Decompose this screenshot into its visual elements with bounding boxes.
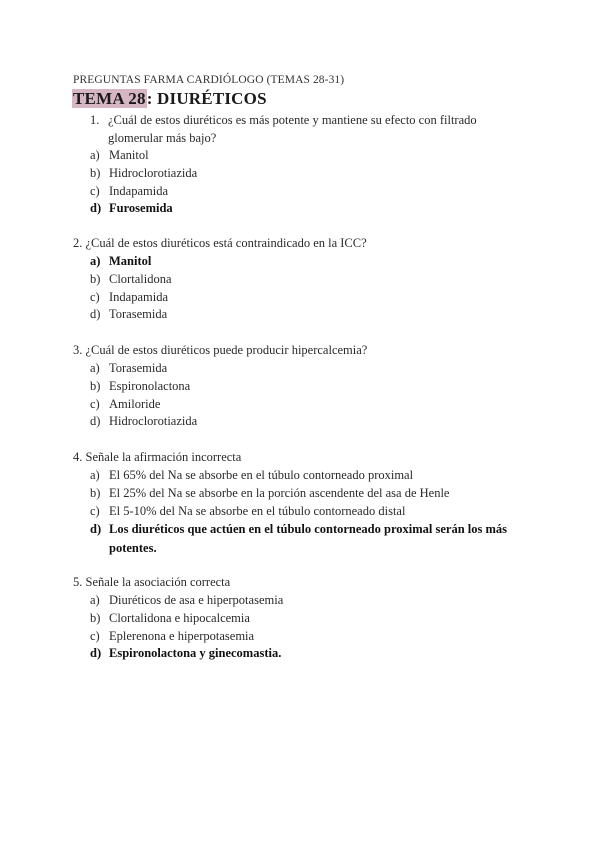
option-letter: c) — [90, 396, 100, 411]
options-q4 — [90, 467, 535, 557]
option-letter: a) — [90, 468, 100, 482]
option-text: Los diuréticos que actúen en el túbulo contorneado proximal serán los más potentes. — [109, 522, 508, 555]
options-q5 — [90, 592, 530, 663]
option-q2-a-correct — [90, 253, 530, 271]
option-text: Manitol — [109, 148, 149, 162]
option-letter: c) — [90, 289, 100, 304]
option-q4-b — [90, 485, 535, 503]
options-q1 — [90, 147, 530, 218]
option-q1-b — [90, 165, 530, 183]
title-rest: : DIURÉTICOS — [146, 89, 267, 108]
option-letter: b) — [90, 485, 101, 500]
option-letter: c) — [90, 183, 100, 198]
option-q4-d-correct — [90, 520, 520, 557]
option-q3-c — [90, 396, 530, 414]
option-letter: a) — [90, 148, 100, 162]
option-letter: a) — [90, 254, 101, 268]
options-q2 — [90, 253, 530, 324]
option-q3-d — [90, 413, 530, 431]
document-header: PREGUNTAS FARMA CARDIÓLOGO (TEMAS 28-31) — [73, 74, 345, 86]
option-q1-a — [90, 147, 530, 165]
option-letter: d) — [90, 414, 101, 429]
option-letter: d) — [90, 646, 102, 661]
option-text: Clortalidona e hipocalcemia — [109, 610, 250, 625]
title-highlight: TEMA 28 — [73, 89, 146, 108]
option-q2-c — [90, 289, 530, 307]
option-text: Eplerenona e hiperpotasemia — [109, 628, 255, 643]
option-letter: a) — [90, 593, 100, 607]
question-5: 5. Señale la asociación correcta — [73, 575, 231, 589]
option-text: Clortalidona — [109, 271, 172, 286]
option-text: Torasemida — [109, 307, 168, 322]
option-text: Espironolactona — [109, 378, 191, 393]
option-text: Furosemida — [109, 201, 173, 216]
option-letter: b) — [90, 378, 101, 393]
option-letter: d) — [90, 307, 101, 322]
question-4: 4. Señale la afirmación incorrecta — [73, 450, 242, 464]
option-text: Indapamida — [109, 289, 169, 304]
option-q2-b — [90, 271, 530, 289]
options-q3 — [90, 360, 530, 431]
option-letter: a) — [90, 361, 100, 375]
option-letter: b) — [90, 610, 101, 625]
option-q5-c — [90, 628, 530, 646]
option-q1-c — [90, 183, 530, 201]
option-q1-d-correct — [90, 200, 530, 218]
question-3: 3. ¿Cuál de estos diuréticos puede producir hipercalcemia? — [73, 343, 368, 357]
option-q2-d — [90, 306, 530, 324]
option-text: El 25% del Na se absorbe en la porción ascendente del asa de Henle — [109, 485, 450, 500]
option-text: Espironolactona y ginecomastia. — [109, 646, 282, 661]
option-text: Amiloride — [109, 396, 161, 411]
option-letter: c) — [90, 628, 100, 643]
option-q4-c — [90, 503, 535, 521]
option-text: El 5-10% del Na se absorbe en el túbulo contorneado distal — [109, 503, 406, 518]
option-text: Hidroclorotiazida — [109, 414, 198, 429]
question-2: 2. ¿Cuál de estos diuréticos está contraindicado en la ICC? — [73, 236, 367, 250]
option-q3-b — [90, 378, 530, 396]
option-q5-b — [90, 610, 530, 628]
option-text: Torasemida — [109, 361, 168, 375]
question-text: ¿Cuál de estos diuréticos es más potente y mantiene su efecto con filtrado glomerular más bajo? — [108, 113, 477, 145]
option-q4-a — [90, 467, 535, 485]
option-q5-a — [90, 592, 530, 610]
option-letter: c) — [90, 503, 100, 518]
option-letter: b) — [90, 165, 101, 180]
option-text: Manitol — [109, 254, 152, 268]
option-text: Hidroclorotiazida — [109, 165, 198, 180]
option-text: Diuréticos de asa e hiperpotasemia — [109, 593, 284, 607]
page-title — [72, 89, 267, 109]
option-text: El 65% del Na se absorbe en el túbulo contorneado proximal — [109, 468, 414, 482]
option-letter: d) — [90, 522, 102, 537]
option-q3-a — [90, 360, 530, 378]
question-1 — [90, 112, 530, 147]
option-text: Indapamida — [109, 183, 169, 198]
option-letter: b) — [90, 271, 101, 286]
option-letter: d) — [90, 201, 102, 216]
question-number: 1. — [90, 113, 100, 127]
option-q5-d-correct — [90, 645, 530, 663]
